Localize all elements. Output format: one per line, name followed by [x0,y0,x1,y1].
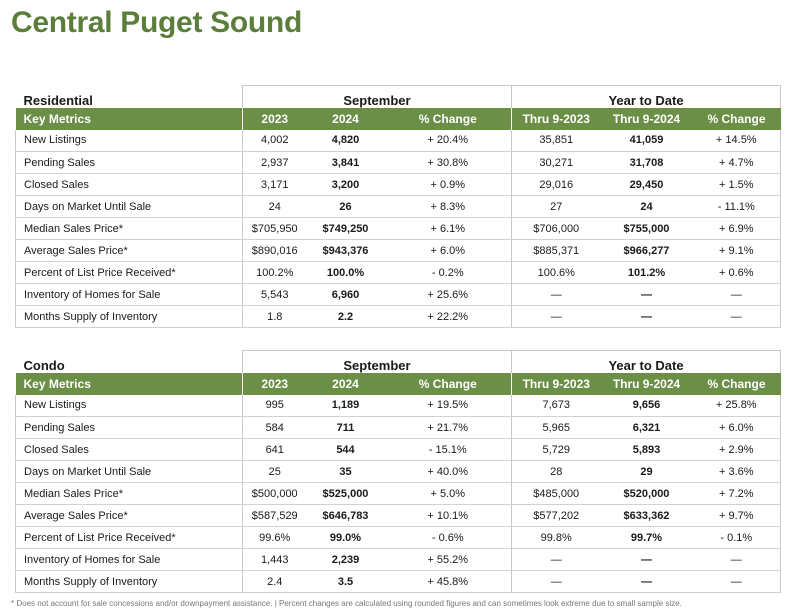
metric-value: 2.4 [243,571,307,593]
metric-value: + 8.3% [385,196,512,218]
metric-label: Percent of List Price Received* [16,527,243,549]
metric-value: 2.2 [307,306,385,328]
section-title: Condo [23,357,65,373]
column-header: % Change [693,108,781,130]
metric-value: 641 [243,439,307,461]
metric-value: 99.8% [512,527,601,549]
column-header: 2024 [307,108,385,130]
table-row [16,240,781,262]
table-row [16,461,781,483]
metric-value: - 0.1% [693,527,781,549]
metric-value: - 11.1% [693,196,781,218]
metric-value: — [693,284,781,306]
metric-value: 2,937 [243,152,307,174]
metric-value: + 6.1% [385,218,512,240]
metric-value: + 20.4% [385,130,512,152]
column-header: % Change [385,373,512,395]
table-row [16,417,781,439]
metric-value: 544 [307,439,385,461]
metric-label: New Listings [16,395,243,417]
table-row [16,130,781,152]
table-row [16,152,781,174]
metric-value: 711 [307,417,385,439]
metric-value: 100.6% [512,262,601,284]
metric-value: 6,321 [601,417,693,439]
metric-value: + 9.1% [693,240,781,262]
metric-value: + 7.2% [693,483,781,505]
metric-value: + 10.1% [385,505,512,527]
page-title: Central Puget Sound [11,6,302,39]
metric-label: Inventory of Homes for Sale [16,549,243,571]
metric-value: — [693,571,781,593]
metric-value: — [512,571,601,593]
table-row [16,483,781,505]
metric-value: — [512,284,601,306]
metric-value: $587,529 [243,505,307,527]
section-title: Residential [23,92,93,108]
metric-label: Inventory of Homes for Sale [16,284,243,306]
metric-value: + 1.5% [693,174,781,196]
metric-value: $705,950 [243,218,307,240]
metric-value: 35 [307,461,385,483]
metric-value: + 0.9% [385,174,512,196]
metric-label: Closed Sales [16,174,243,196]
metric-value: $577,202 [512,505,601,527]
metric-value: 7,673 [512,395,601,417]
metric-label: Median Sales Price* [16,483,243,505]
metric-value: 995 [243,395,307,417]
metric-label: Months Supply of Inventory [16,571,243,593]
metric-value: + 21.7% [385,417,512,439]
column-header: 2023 [243,373,307,395]
table-row [16,439,781,461]
table-row [16,196,781,218]
residential-column-header [16,108,781,130]
metric-value: — [601,549,693,571]
metric-value: 584 [243,417,307,439]
metric-label: Median Sales Price* [16,218,243,240]
metric-label: Days on Market Until Sale [16,196,243,218]
table-row [16,395,781,417]
metric-value: 3.5 [307,571,385,593]
metric-value: + 0.6% [693,262,781,284]
metric-value: 99.7% [601,527,693,549]
ytd-group-header: Year to Date [512,86,781,108]
column-header: % Change [693,373,781,395]
metric-value: 26 [307,196,385,218]
table-row [16,284,781,306]
metric-value: — [601,284,693,306]
metric-value: 29,016 [512,174,601,196]
metric-value: 1,189 [307,395,385,417]
column-header: Thru 9-2024 [601,373,693,395]
metric-value: $633,362 [601,505,693,527]
metric-value: — [693,306,781,328]
metric-value: + 9.7% [693,505,781,527]
metric-value: — [512,549,601,571]
metric-value: 25 [243,461,307,483]
metric-value: 5,543 [243,284,307,306]
metric-value: 99.6% [243,527,307,549]
table-row [16,306,781,328]
metric-value: — [693,549,781,571]
metric-value: + 25.8% [693,395,781,417]
metric-value: + 6.9% [693,218,781,240]
month-group-header: September [243,351,512,373]
metric-value: 100.0% [307,262,385,284]
metric-value: $500,000 [243,483,307,505]
footnote: * Does not account for sale concessions and/or downpayment assistance. | Percent changes are calculated using rounded figures and can sometimes look extreme due to small sample size. [11,599,682,608]
metric-label: Pending Sales [16,417,243,439]
metric-value: + 40.0% [385,461,512,483]
metric-value: 4,002 [243,130,307,152]
column-header: Thru 9-2024 [601,108,693,130]
metric-value: — [512,306,601,328]
metric-value: $885,371 [512,240,601,262]
metric-label: Closed Sales [16,439,243,461]
metric-value: 30,271 [512,152,601,174]
condo-table [15,350,781,593]
metric-value: + 3.6% [693,461,781,483]
metric-label: Percent of List Price Received* [16,262,243,284]
metric-value: 99.0% [307,527,385,549]
metric-value: 1,443 [243,549,307,571]
metric-value: + 55.2% [385,549,512,571]
metric-value: $749,250 [307,218,385,240]
metric-value: + 19.5% [385,395,512,417]
metric-value: $755,000 [601,218,693,240]
metric-value: 27 [512,196,601,218]
metric-value: $943,376 [307,240,385,262]
metric-value: + 2.9% [693,439,781,461]
metric-value: 29,450 [601,174,693,196]
metric-value: 24 [601,196,693,218]
metric-value: 9,656 [601,395,693,417]
metric-value: 35,851 [512,130,601,152]
metric-value: 3,200 [307,174,385,196]
metric-value: - 15.1% [385,439,512,461]
table-row [16,218,781,240]
residential-group-header [16,86,781,108]
metric-value: 41,059 [601,130,693,152]
metric-value: + 45.8% [385,571,512,593]
metric-value: 101.2% [601,262,693,284]
metric-value: + 4.7% [693,152,781,174]
condo-column-header [16,373,781,395]
metric-value: 31,708 [601,152,693,174]
column-header: Key Metrics [16,373,243,395]
metric-value: - 0.6% [385,527,512,549]
ytd-group-header: Year to Date [512,351,781,373]
metric-label: Months Supply of Inventory [16,306,243,328]
metric-value: 28 [512,461,601,483]
metric-value: 5,965 [512,417,601,439]
metric-label: Average Sales Price* [16,240,243,262]
metric-value: $890,016 [243,240,307,262]
table-row [16,174,781,196]
metric-value: + 14.5% [693,130,781,152]
metric-value: — [601,571,693,593]
metric-value: 100.2% [243,262,307,284]
metric-value: 24 [243,196,307,218]
metric-value: + 5.0% [385,483,512,505]
metric-value: $966,277 [601,240,693,262]
metric-value: $520,000 [601,483,693,505]
metric-value: + 6.0% [385,240,512,262]
metric-label: Pending Sales [16,152,243,174]
condo-group-header [16,351,781,373]
metric-value: $525,000 [307,483,385,505]
table-row [16,527,781,549]
metric-label: Days on Market Until Sale [16,461,243,483]
metric-value: + 22.2% [385,306,512,328]
residential-table [15,85,781,328]
metric-value: 6,960 [307,284,385,306]
column-header: % Change [385,108,512,130]
column-header: Key Metrics [16,108,243,130]
metric-value: 3,841 [307,152,385,174]
metric-value: + 30.8% [385,152,512,174]
column-header: 2024 [307,373,385,395]
metric-value: 5,729 [512,439,601,461]
metric-value: 4,820 [307,130,385,152]
metric-value: 5,893 [601,439,693,461]
metric-value: $646,783 [307,505,385,527]
table-row [16,262,781,284]
table-row [16,549,781,571]
metric-value: $485,000 [512,483,601,505]
metric-value: - 0.2% [385,262,512,284]
table-row [16,505,781,527]
metric-value: $706,000 [512,218,601,240]
metric-value: + 25.6% [385,284,512,306]
metric-value: 2,239 [307,549,385,571]
month-group-header: September [243,86,512,108]
table-row [16,571,781,593]
column-header: 2023 [243,108,307,130]
metric-value: 3,171 [243,174,307,196]
metric-value: + 6.0% [693,417,781,439]
metric-value: 1.8 [243,306,307,328]
metric-value: — [601,306,693,328]
column-header: Thru 9-2023 [512,108,601,130]
metric-value: 29 [601,461,693,483]
column-header: Thru 9-2023 [512,373,601,395]
metric-label: New Listings [16,130,243,152]
metric-label: Average Sales Price* [16,505,243,527]
